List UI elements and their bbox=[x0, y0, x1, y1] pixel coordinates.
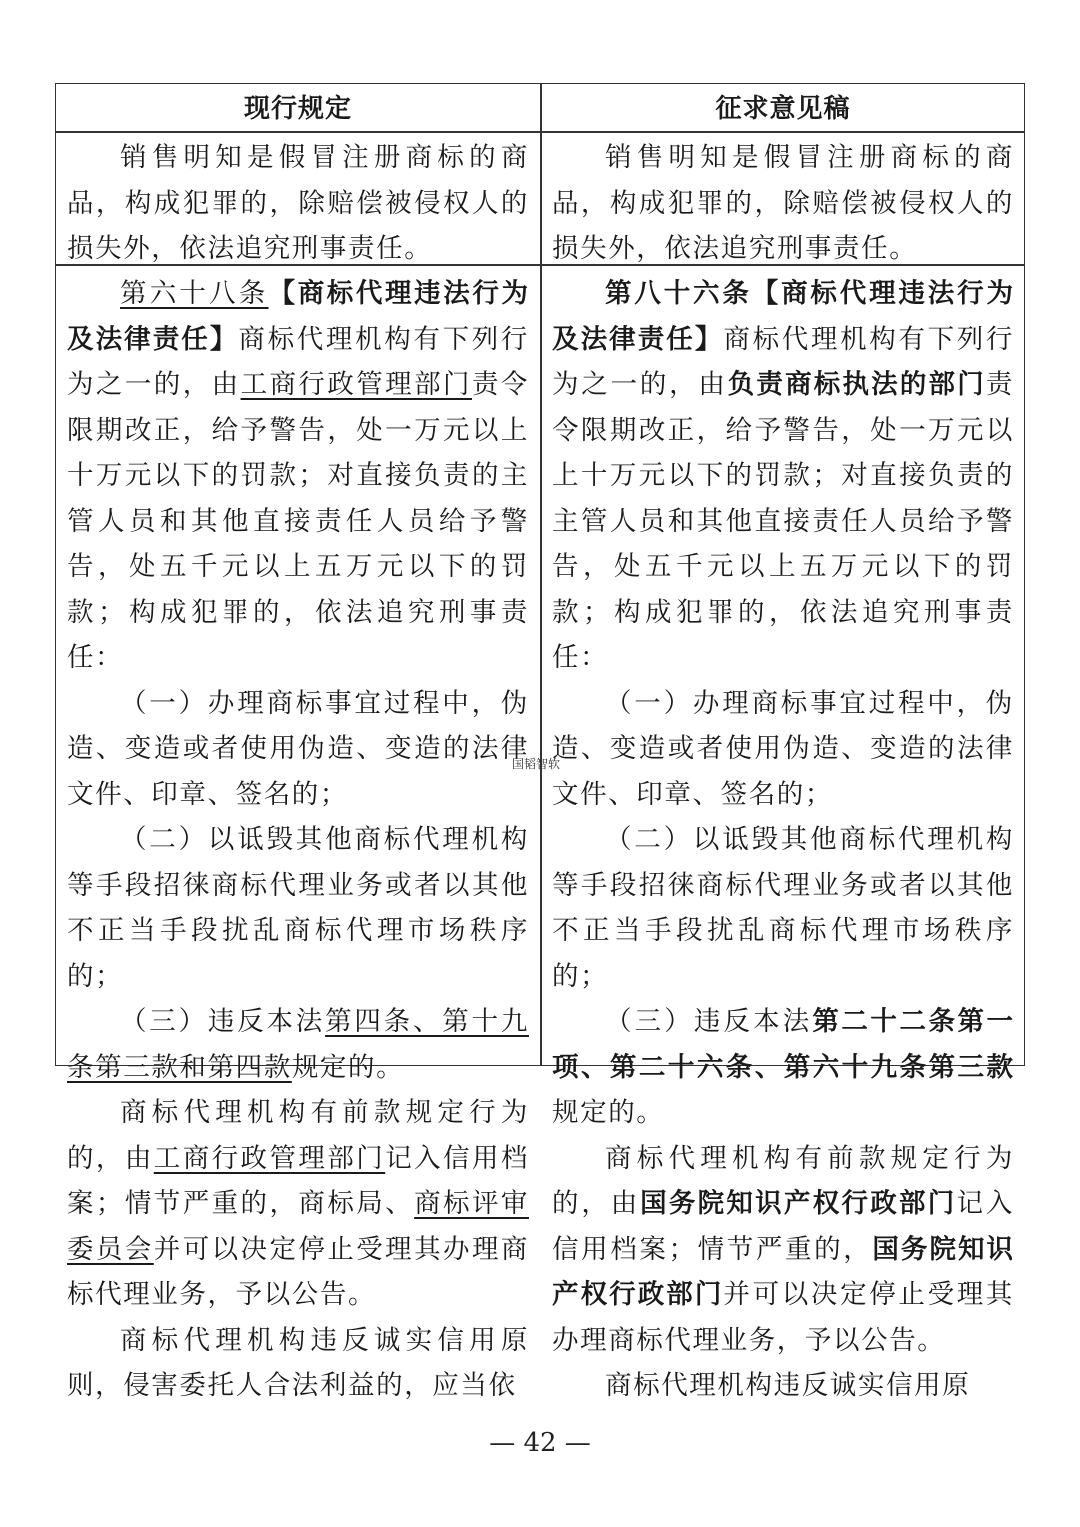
left-paragraph-5: 商标代理机构有前款规定行为的，由工商行政管理部门记入信用档案；情节严重的，商标局、商标评审委员会并可以决定停止受理其办理商标代理业务，予以公告。 bbox=[67, 1097, 530, 1310]
right-paragraph-2: （一）办理商标事宜过程中，伪造、变造或者使用伪造、变造的法律文件、印章、签名的； bbox=[552, 687, 1014, 810]
header-current-rules: 现行规定 bbox=[243, 94, 352, 124]
page-number: — 42 — bbox=[489, 1428, 591, 1458]
right-article-title: 【商标代理违法行为及法律责任】 bbox=[552, 278, 1015, 355]
watermark: 国韬智软 bbox=[512, 757, 561, 771]
right-article-cell bbox=[552, 271, 1014, 1409]
right-paragraph-6: 商标代理机构违反诚实信用原 bbox=[605, 1370, 971, 1401]
header-draft: 征求意见稿 bbox=[715, 94, 851, 124]
left-paragraph-3: （二）以诋毁其他商标代理机构等手段招徕商标代理业务或者以其他不正当手段扰乱商标代理市场秩序的； bbox=[67, 824, 529, 992]
row1-right-cell bbox=[552, 135, 1014, 272]
left-paragraph-4: （三）违反本法第四条、第十九条第三款和第四款规定的。 bbox=[67, 1006, 530, 1083]
right-paragraph-3: （二）以诋毁其他商标代理机构等手段招徕商标代理业务或者以其他不正当手段扰乱商标代理市场秩序的； bbox=[552, 824, 1014, 992]
column-divider bbox=[540, 84, 542, 1065]
right-paragraph-5: 商标代理机构有前款规定行为的，由国务院知识产权行政部门记入信用档案；情节严重的，国务院知识产权行政部门并可以决定停止受理其办理商标代理业务，予以公告。 bbox=[552, 1142, 1015, 1356]
row1-left-cell bbox=[67, 135, 529, 272]
comparison-table bbox=[55, 83, 1025, 1401]
left-article-number: 第六十八条 bbox=[120, 278, 269, 309]
left-underlined-authority: 工商行政管理部门 bbox=[240, 369, 472, 400]
left-underlined-articles: 第四条、第十九条第三款和第四款 bbox=[67, 1006, 530, 1083]
left-paragraph-2: （一）办理商标事宜过程中，伪造、变造或者使用伪造、变造的法律文件、印章、签名的； bbox=[67, 687, 529, 810]
left-paragraph-1: 第六十八条【商标代理违法行为及法律责任】商标代理机构有下列行为之一的，由工商行政管理部门责令限期改正，给予警告，处一万元以上十万元以下的罚款；对直接负责的主管人员和其他直接责任人员给予警告，处五千元以上五万元以下的罚款；构成犯罪的，依法追究刑事责任： bbox=[67, 278, 530, 673]
left-paragraph-6: 商标代理机构违反诚实信用原则，侵害委托人合法利益的，应当依 bbox=[67, 1324, 529, 1401]
left-article-title: 【商标代理违法行为及法律责任】 bbox=[67, 278, 530, 355]
header-divider bbox=[56, 131, 1024, 133]
row1-left-text: 销售明知是假冒注册商标的商品，构成犯罪的，除赔偿被侵权人的损失外，依法追究刑事责任。 bbox=[67, 142, 529, 264]
row1-right-text: 销售明知是假冒注册商标的商品，构成犯罪的，除赔偿被侵权人的损失外，依法追究刑事责任。 bbox=[552, 142, 1014, 264]
right-article-number: 第八十六条 bbox=[605, 278, 752, 309]
left-article-cell bbox=[67, 271, 529, 1409]
right-paragraph-4: （三）违反本法第二十二条第一项、第二十六条、第六十九条第三款规定的。 bbox=[552, 1006, 1015, 1128]
right-paragraph-1: 第八十六条【商标代理违法行为及法律责任】商标代理机构有下列行为之一的，由负责商标执法的部门责令限期改正，给予警告，处一万元以上十万元以下的罚款；对直接负责的主管人员和其他直接责任人员给予警告，处五千元以上五万元以下的罚款；构成犯罪的，依法追究刑事责任： bbox=[552, 278, 1015, 673]
